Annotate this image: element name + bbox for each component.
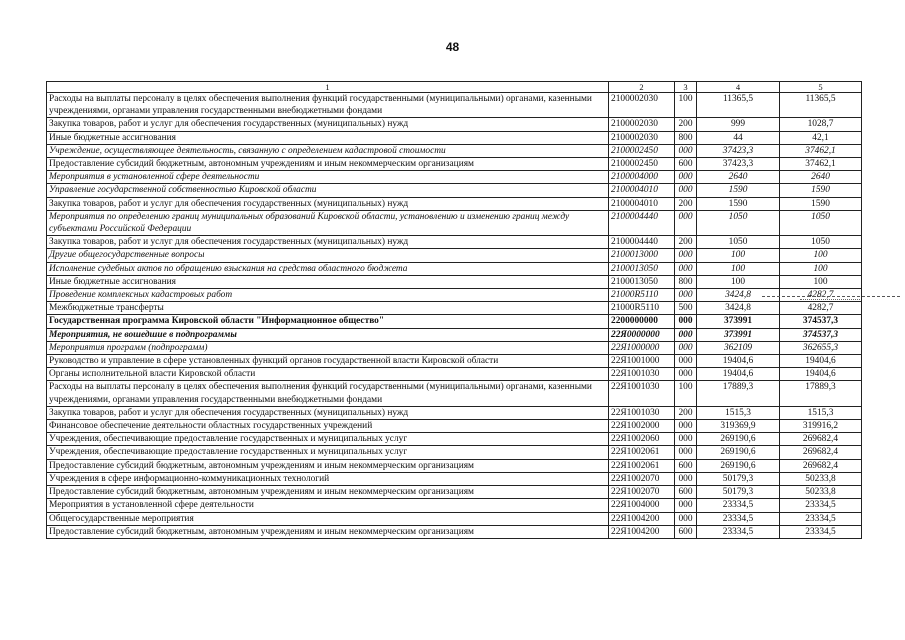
expense-type-cell: 000 — [675, 472, 697, 485]
target-code-cell: 2100013050 — [609, 275, 675, 288]
table-row — [47, 275, 862, 288]
target-code-cell: 22Я1000000 — [609, 341, 675, 354]
amount-year1-cell: 37423,3 — [697, 158, 780, 171]
row-name-cell: Учреждения, обеспечивающие предоставление государственных и муниципальных услуг — [47, 446, 609, 459]
amount-year2-cell: 362655,3 — [780, 341, 862, 354]
table-row — [47, 93, 862, 118]
row-name-cell: Закупка товаров, работ и услуг для обеспечения государственных (муниципальных) нужд — [47, 118, 609, 131]
amount-year2-cell: 2640 — [780, 171, 862, 184]
target-code-cell: 22Я1001030 — [609, 381, 675, 406]
amount-year2-cell: 319916,2 — [780, 420, 862, 433]
row-name-cell: Мероприятия в установленной сфере деятельности — [47, 499, 609, 512]
row-name-cell: Предоставление субсидий бюджетным, автономным учреждениям и иным некоммерческим организациям — [47, 525, 609, 538]
expense-type-cell: 000 — [675, 144, 697, 157]
amount-year1-cell: 999 — [697, 118, 780, 131]
table-row — [47, 236, 862, 249]
table-row — [47, 315, 862, 328]
expense-type-cell: 800 — [675, 131, 697, 144]
row-name-cell: Мероприятия программ (подпрограмм) — [47, 341, 609, 354]
amount-year2-cell: 23334,5 — [780, 525, 862, 538]
row-name-cell: Закупка товаров, работ и услуг для обеспечения государственных (муниципальных) нужд — [47, 236, 609, 249]
amount-year1-cell: 1515,3 — [697, 406, 780, 419]
target-code-cell: 2100002450 — [609, 158, 675, 171]
expense-type-cell: 000 — [675, 289, 697, 302]
expense-type-cell: 800 — [675, 275, 697, 288]
amount-year1-cell: 19404,6 — [697, 368, 780, 381]
row-name-cell: Закупка товаров, работ и услуг для обеспечения государственных (муниципальных) нужд — [47, 197, 609, 210]
row-name-cell: Закупка товаров, работ и услуг для обеспечения государственных (муниципальных) нужд — [47, 406, 609, 419]
amount-year1-cell: 269190,6 — [697, 446, 780, 459]
row-name-cell: Руководство и управление в сфере установленных функций органов государственной власти Кировской области — [47, 355, 609, 368]
amount-year2-cell: 19404,6 — [780, 368, 862, 381]
table-row — [47, 171, 862, 184]
row-name-cell: Учреждение, осуществляющее деятельность, связанную с определением кадастровой стоимости — [47, 144, 609, 157]
expense-type-cell: 100 — [675, 381, 697, 406]
table-row — [47, 459, 862, 472]
target-code-cell: 22Я1004200 — [609, 525, 675, 538]
target-code-cell: 2100004010 — [609, 184, 675, 197]
header-cell: 2 — [609, 82, 675, 93]
table-row — [47, 355, 862, 368]
amount-year1-cell: 2640 — [697, 171, 780, 184]
expense-type-cell: 500 — [675, 302, 697, 315]
row-name-cell: Управление государственной собственностью Кировской области — [47, 184, 609, 197]
amount-year1-cell: 19404,6 — [697, 355, 780, 368]
row-name-cell: Мероприятия по определению границ муниципальных образований Кировской области, установлению и изменению границ между субъектами Российской Федерации — [47, 210, 609, 235]
table-row — [47, 486, 862, 499]
amount-year1-cell: 23334,5 — [697, 499, 780, 512]
target-code-cell: 2100013050 — [609, 262, 675, 275]
amount-year2-cell: 42,1 — [780, 131, 862, 144]
target-code-cell: 2100004000 — [609, 171, 675, 184]
expense-type-cell: 000 — [675, 249, 697, 262]
table-row — [47, 131, 862, 144]
row-name-cell: Мероприятия в установленной сфере деятельности — [47, 171, 609, 184]
amount-year1-cell: 269190,6 — [697, 433, 780, 446]
table-row — [47, 381, 862, 406]
row-name-cell: Общегосударственные мероприятия — [47, 512, 609, 525]
amount-year1-cell: 1590 — [697, 197, 780, 210]
target-code-cell: 22Я1002061 — [609, 446, 675, 459]
target-code-cell: 2100004440 — [609, 236, 675, 249]
header-cell: 3 — [675, 82, 697, 93]
row-name-cell: Проведение комплексных кадастровых работ — [47, 289, 609, 302]
amount-year1-cell: 11365,5 — [697, 93, 780, 118]
header-cell: 5 — [780, 82, 862, 93]
amount-year2-cell: 37462,1 — [780, 144, 862, 157]
expense-type-cell: 000 — [675, 184, 697, 197]
amount-year2-cell: 100 — [780, 262, 862, 275]
amount-year2-cell: 4282,7 — [780, 289, 862, 302]
amount-year2-cell: 374537,3 — [780, 328, 862, 341]
amount-year1-cell: 319369,9 — [697, 420, 780, 433]
amount-year1-cell: 100 — [697, 262, 780, 275]
header-cell: 4 — [697, 82, 780, 93]
expense-type-cell: 000 — [675, 355, 697, 368]
target-code-cell: 22Я1002061 — [609, 459, 675, 472]
target-code-cell: 22Я1002060 — [609, 433, 675, 446]
target-code-cell: 22Я1001030 — [609, 368, 675, 381]
amount-year2-cell: 269682,4 — [780, 459, 862, 472]
amount-year2-cell: 23334,5 — [780, 499, 862, 512]
table-row — [47, 446, 862, 459]
row-name-cell: Предоставление субсидий бюджетным, автономным учреждениям и иным некоммерческим организациям — [47, 486, 609, 499]
expense-type-cell: 200 — [675, 197, 697, 210]
expense-type-cell: 000 — [675, 420, 697, 433]
amount-year2-cell: 19404,6 — [780, 355, 862, 368]
table-row — [47, 433, 862, 446]
amount-year1-cell: 1050 — [697, 210, 780, 235]
amount-year1-cell: 100 — [697, 275, 780, 288]
table-row — [47, 368, 862, 381]
amount-year2-cell: 37462,1 — [780, 158, 862, 171]
expense-type-cell: 100 — [675, 93, 697, 118]
row-name-cell: Расходы на выплаты персоналу в целях обеспечения выполнения функций государственными (муниципальными) органами, казенными учреждениями, органами управления государственными внебюджетными фондами — [47, 381, 609, 406]
page-number: 48 — [445, 40, 460, 54]
expense-type-cell: 600 — [675, 525, 697, 538]
header-cell: 1 — [47, 82, 609, 93]
row-name-cell: Предоставление субсидий бюджетным, автономным учреждениям и иным некоммерческим организациям — [47, 158, 609, 171]
expense-type-cell: 200 — [675, 118, 697, 131]
row-name-cell: Органы исполнительной власти Кировской области — [47, 368, 609, 381]
expense-type-cell: 000 — [675, 315, 697, 328]
target-code-cell: 2100002030 — [609, 131, 675, 144]
table-row — [47, 328, 862, 341]
amount-year2-cell: 23334,5 — [780, 512, 862, 525]
amount-year2-cell: 1028,7 — [780, 118, 862, 131]
table-row — [47, 341, 862, 354]
amount-year2-cell: 11365,5 — [780, 93, 862, 118]
table-row — [47, 420, 862, 433]
target-code-cell: 21000R5110 — [609, 302, 675, 315]
table-row — [47, 144, 862, 157]
expense-type-cell: 000 — [675, 341, 697, 354]
target-code-cell: 22Я1001030 — [609, 406, 675, 419]
amount-year2-cell: 269682,4 — [780, 433, 862, 446]
target-code-cell: 2100004010 — [609, 197, 675, 210]
row-name-cell: Исполнение судебных актов по обращению взыскания на средства областного бюджета — [47, 262, 609, 275]
target-code-cell: 2100002030 — [609, 118, 675, 131]
row-name-cell: Предоставление субсидий бюджетным, автономным учреждениям и иным некоммерческим организациям — [47, 459, 609, 472]
expense-type-cell: 600 — [675, 459, 697, 472]
table-row — [47, 197, 862, 210]
amount-year1-cell: 269190,6 — [697, 459, 780, 472]
expense-type-cell: 000 — [675, 328, 697, 341]
expense-type-cell: 600 — [675, 158, 697, 171]
table-row — [47, 472, 862, 485]
table-row — [47, 512, 862, 525]
expense-type-cell: 000 — [675, 210, 697, 235]
amount-year1-cell: 50179,3 — [697, 486, 780, 499]
target-code-cell: 22Я1004200 — [609, 512, 675, 525]
expense-type-cell: 000 — [675, 171, 697, 184]
scan-artifact-line — [762, 296, 900, 297]
row-name-cell: Межбюджетные трансферты — [47, 302, 609, 315]
amount-year1-cell: 3424,8 — [697, 302, 780, 315]
expense-type-cell: 000 — [675, 446, 697, 459]
amount-year2-cell: 374537,3 — [780, 315, 862, 328]
table-row — [47, 118, 862, 131]
amount-year2-cell: 50233,8 — [780, 472, 862, 485]
amount-year1-cell: 1050 — [697, 236, 780, 249]
amount-year1-cell: 3424,8 — [697, 289, 780, 302]
amount-year1-cell: 37423,3 — [697, 144, 780, 157]
amount-year1-cell: 373991 — [697, 328, 780, 341]
table-row — [47, 184, 862, 197]
table-row — [47, 289, 862, 302]
expense-type-cell: 600 — [675, 486, 697, 499]
amount-year1-cell: 17889,3 — [697, 381, 780, 406]
target-code-cell: 2100002030 — [609, 93, 675, 118]
target-code-cell: 22Я1004000 — [609, 499, 675, 512]
row-name-cell: Учреждения, обеспечивающие предоставление государственных и муниципальных услуг — [47, 433, 609, 446]
target-code-cell: 2100002450 — [609, 144, 675, 157]
amount-year2-cell: 100 — [780, 249, 862, 262]
target-code-cell: 22Я1002000 — [609, 420, 675, 433]
amount-year1-cell: 23334,5 — [697, 525, 780, 538]
expense-type-cell: 000 — [675, 368, 697, 381]
expense-type-cell: 000 — [675, 512, 697, 525]
amount-year2-cell: 269682,4 — [780, 446, 862, 459]
target-code-cell: 21000R5110 — [609, 289, 675, 302]
table-row — [47, 302, 862, 315]
target-code-cell: 2100013000 — [609, 249, 675, 262]
scan-artifact-line — [800, 299, 860, 300]
expense-type-cell: 200 — [675, 236, 697, 249]
amount-year1-cell: 373991 — [697, 315, 780, 328]
target-code-cell: 2100004440 — [609, 210, 675, 235]
row-name-cell: Иные бюджетные ассигнования — [47, 275, 609, 288]
target-code-cell: 22Я1002070 — [609, 486, 675, 499]
amount-year1-cell: 23334,5 — [697, 512, 780, 525]
amount-year2-cell: 1590 — [780, 197, 862, 210]
amount-year2-cell: 1515,3 — [780, 406, 862, 419]
amount-year1-cell: 50179,3 — [697, 472, 780, 485]
header-row — [47, 82, 862, 93]
amount-year2-cell: 50233,8 — [780, 486, 862, 499]
target-code-cell: 2200000000 — [609, 315, 675, 328]
amount-year1-cell: 44 — [697, 131, 780, 144]
amount-year1-cell: 1590 — [697, 184, 780, 197]
expense-type-cell: 000 — [675, 262, 697, 275]
amount-year2-cell: 1050 — [780, 236, 862, 249]
table-row — [47, 210, 862, 235]
row-name-cell: Иные бюджетные ассигнования — [47, 131, 609, 144]
amount-year1-cell: 362109 — [697, 341, 780, 354]
row-name-cell: Расходы на выплаты персоналу в целях обеспечения выполнения функций государственными (муниципальными) органами, казенными учреждениями, органами управления государственными внебюджетными фондами — [47, 93, 609, 118]
row-name-cell: Учреждения в сфере информационно-коммуникационных технологий — [47, 472, 609, 485]
table-row — [47, 525, 862, 538]
expense-type-cell: 200 — [675, 406, 697, 419]
table-row — [47, 406, 862, 419]
amount-year1-cell: 100 — [697, 249, 780, 262]
target-code-cell: 22Я0000000 — [609, 328, 675, 341]
row-name-cell: Финансовое обеспечение деятельности областных государственных учреждений — [47, 420, 609, 433]
target-code-cell: 22Я1001000 — [609, 355, 675, 368]
amount-year2-cell: 17889,3 — [780, 381, 862, 406]
amount-year2-cell: 1050 — [780, 210, 862, 235]
expense-type-cell: 000 — [675, 433, 697, 446]
row-name-cell: Мероприятия, не вошедшие в подпрограммы — [47, 328, 609, 341]
row-name-cell: Другие общегосударственные вопросы — [47, 249, 609, 262]
target-code-cell: 22Я1002070 — [609, 472, 675, 485]
expense-type-cell: 000 — [675, 499, 697, 512]
budget-table — [46, 81, 862, 539]
row-name-cell: Государственная программа Кировской области "Информационное общество" — [47, 315, 609, 328]
amount-year2-cell: 100 — [780, 275, 862, 288]
table-row — [47, 262, 862, 275]
table-row — [47, 249, 862, 262]
amount-year2-cell: 1590 — [780, 184, 862, 197]
table-row — [47, 158, 862, 171]
amount-year2-cell: 4282,7 — [780, 302, 862, 315]
table-row — [47, 499, 862, 512]
